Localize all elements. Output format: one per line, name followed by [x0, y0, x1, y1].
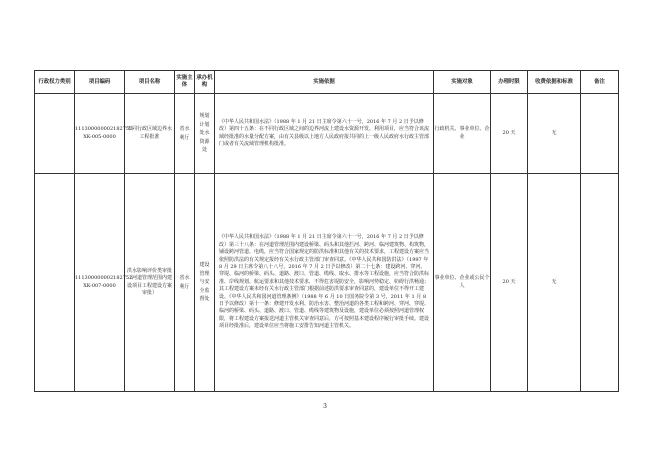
header-basis: 实施依据 — [215, 71, 434, 94]
basis-paragraph: 《中华人民共和国水法》（1988 年 1 月 21 日主席令第六十一号，2016 年 7 月 2 日予以修改）第三十八条：在河道管理范围内建设桥梁、码头和其他拦河、跨河、临河建筑物、构筑物，铺设跨河管道、电缆，应当符合国家规定的防洪标准和其他有关的技术要求，工程建设方案应当依照防洪法的有关规定报经有关水行政主管部门审查同意。 — [219, 234, 430, 263]
administrative-power-table — [34, 70, 619, 392]
cell-item-name: 洪水影响评价类审批（河道管理范围内建设项目工程建设方案审批） — [125, 174, 175, 392]
header-impl-subject: 实施主体 — [175, 71, 195, 94]
cell-item-name: 不同行政区域边界水工程批准 — [125, 94, 175, 174]
cell-item-code: 111300000002182752-XK-007-0000 — [75, 174, 125, 392]
basis-paragraph: 《中华人民共和国防洪法》（1997 年 8 月 29 日主席令第八十八号，2016 年 7 月 2 日予以修改）第二十七条：建设跨河、穿河、穿堤、临河的桥梁、码头、道路、渡口、管道、缆线、取水、排水等工程设施，应当符合防洪标准、岸线规划、航运要求和其他技术要求，不得危害堤防安全，影响河势稳定、妨碍行洪畅通；其工程建设方案未经有关水行政主管部门根据前述防洪要求审查同意的，建设单位不得开工建设。 — [219, 256, 430, 300]
header-time-limit: 办理时限 — [491, 71, 528, 94]
header-item-name: 项目名称 — [125, 71, 175, 94]
basis-text: 《中华人民共和国水法》（1988 年 1 月 21 日主席令第六十一号，2016 年 7 月 2 日予以修改）第四十五条：在不同行政区域之间的边界河流上建设水资源开发、利用项目，应当符合该流域经批准的水量分配方案，由有关县级以上地方人民政府报共同的上一级人民政府水行政主管部门或者有关流域管理机构批准。 — [219, 118, 430, 147]
header-fee: 收费依据和标准 — [528, 71, 581, 94]
basis-paragraph: 《中华人民共和国河道管理条例》（1988 年 6 月 10 日国务院令第 3 号，2011 年 1 月 8 日予以修改）第十一条：修建开发水利、防治水害、整治河道的各类工程和跨河、穿河、穿堤、临河的桥梁、码头、道路、渡口、管道、缆线等建筑物及设施，建设单位必须按照河道管理权限，将工程建设方案报送河道主管机关审查同意后，方可按照基本建设程序履行审批手续。建设项目经批准后，建设单位应当将施工安排告知河道主管机关。 — [219, 293, 430, 330]
cell-item-code: 111300000002182752-XK-005-0000 — [75, 94, 125, 174]
header-row — [35, 71, 619, 94]
table-row — [35, 94, 619, 174]
cell-fee: 无 — [528, 174, 581, 392]
header-target: 实施对象 — [434, 71, 491, 94]
cell-basis — [215, 94, 434, 174]
page-number: 3 — [323, 403, 327, 410]
cell-fee: 无 — [528, 94, 581, 174]
cell-category — [35, 94, 75, 174]
cell-impl-subject: 省水利厅 — [175, 94, 195, 174]
cell-basis — [215, 174, 434, 392]
cell-org: 规划计划处水资源处 — [195, 94, 215, 174]
table-row — [35, 174, 619, 392]
cell-category — [35, 174, 75, 392]
cell-target: 事业单位、企业或公民个人 — [434, 174, 491, 392]
cell-remark — [581, 174, 619, 392]
header-org: 承办机构 — [195, 71, 215, 94]
cell-impl-subject: 省水利厅 — [175, 174, 195, 392]
cell-org: 建设管理与安全监督处 — [195, 174, 215, 392]
cell-remark — [581, 94, 619, 174]
cell-time-limit: 20 天 — [491, 94, 528, 174]
header-remark: 备注 — [581, 71, 619, 94]
header-category: 行政权力类别 — [35, 71, 75, 94]
cell-target: 行政机关、事业单位、企业 — [434, 94, 491, 174]
cell-time-limit: 20 天 — [491, 174, 528, 392]
header-item-code: 项目编码 — [75, 71, 125, 94]
